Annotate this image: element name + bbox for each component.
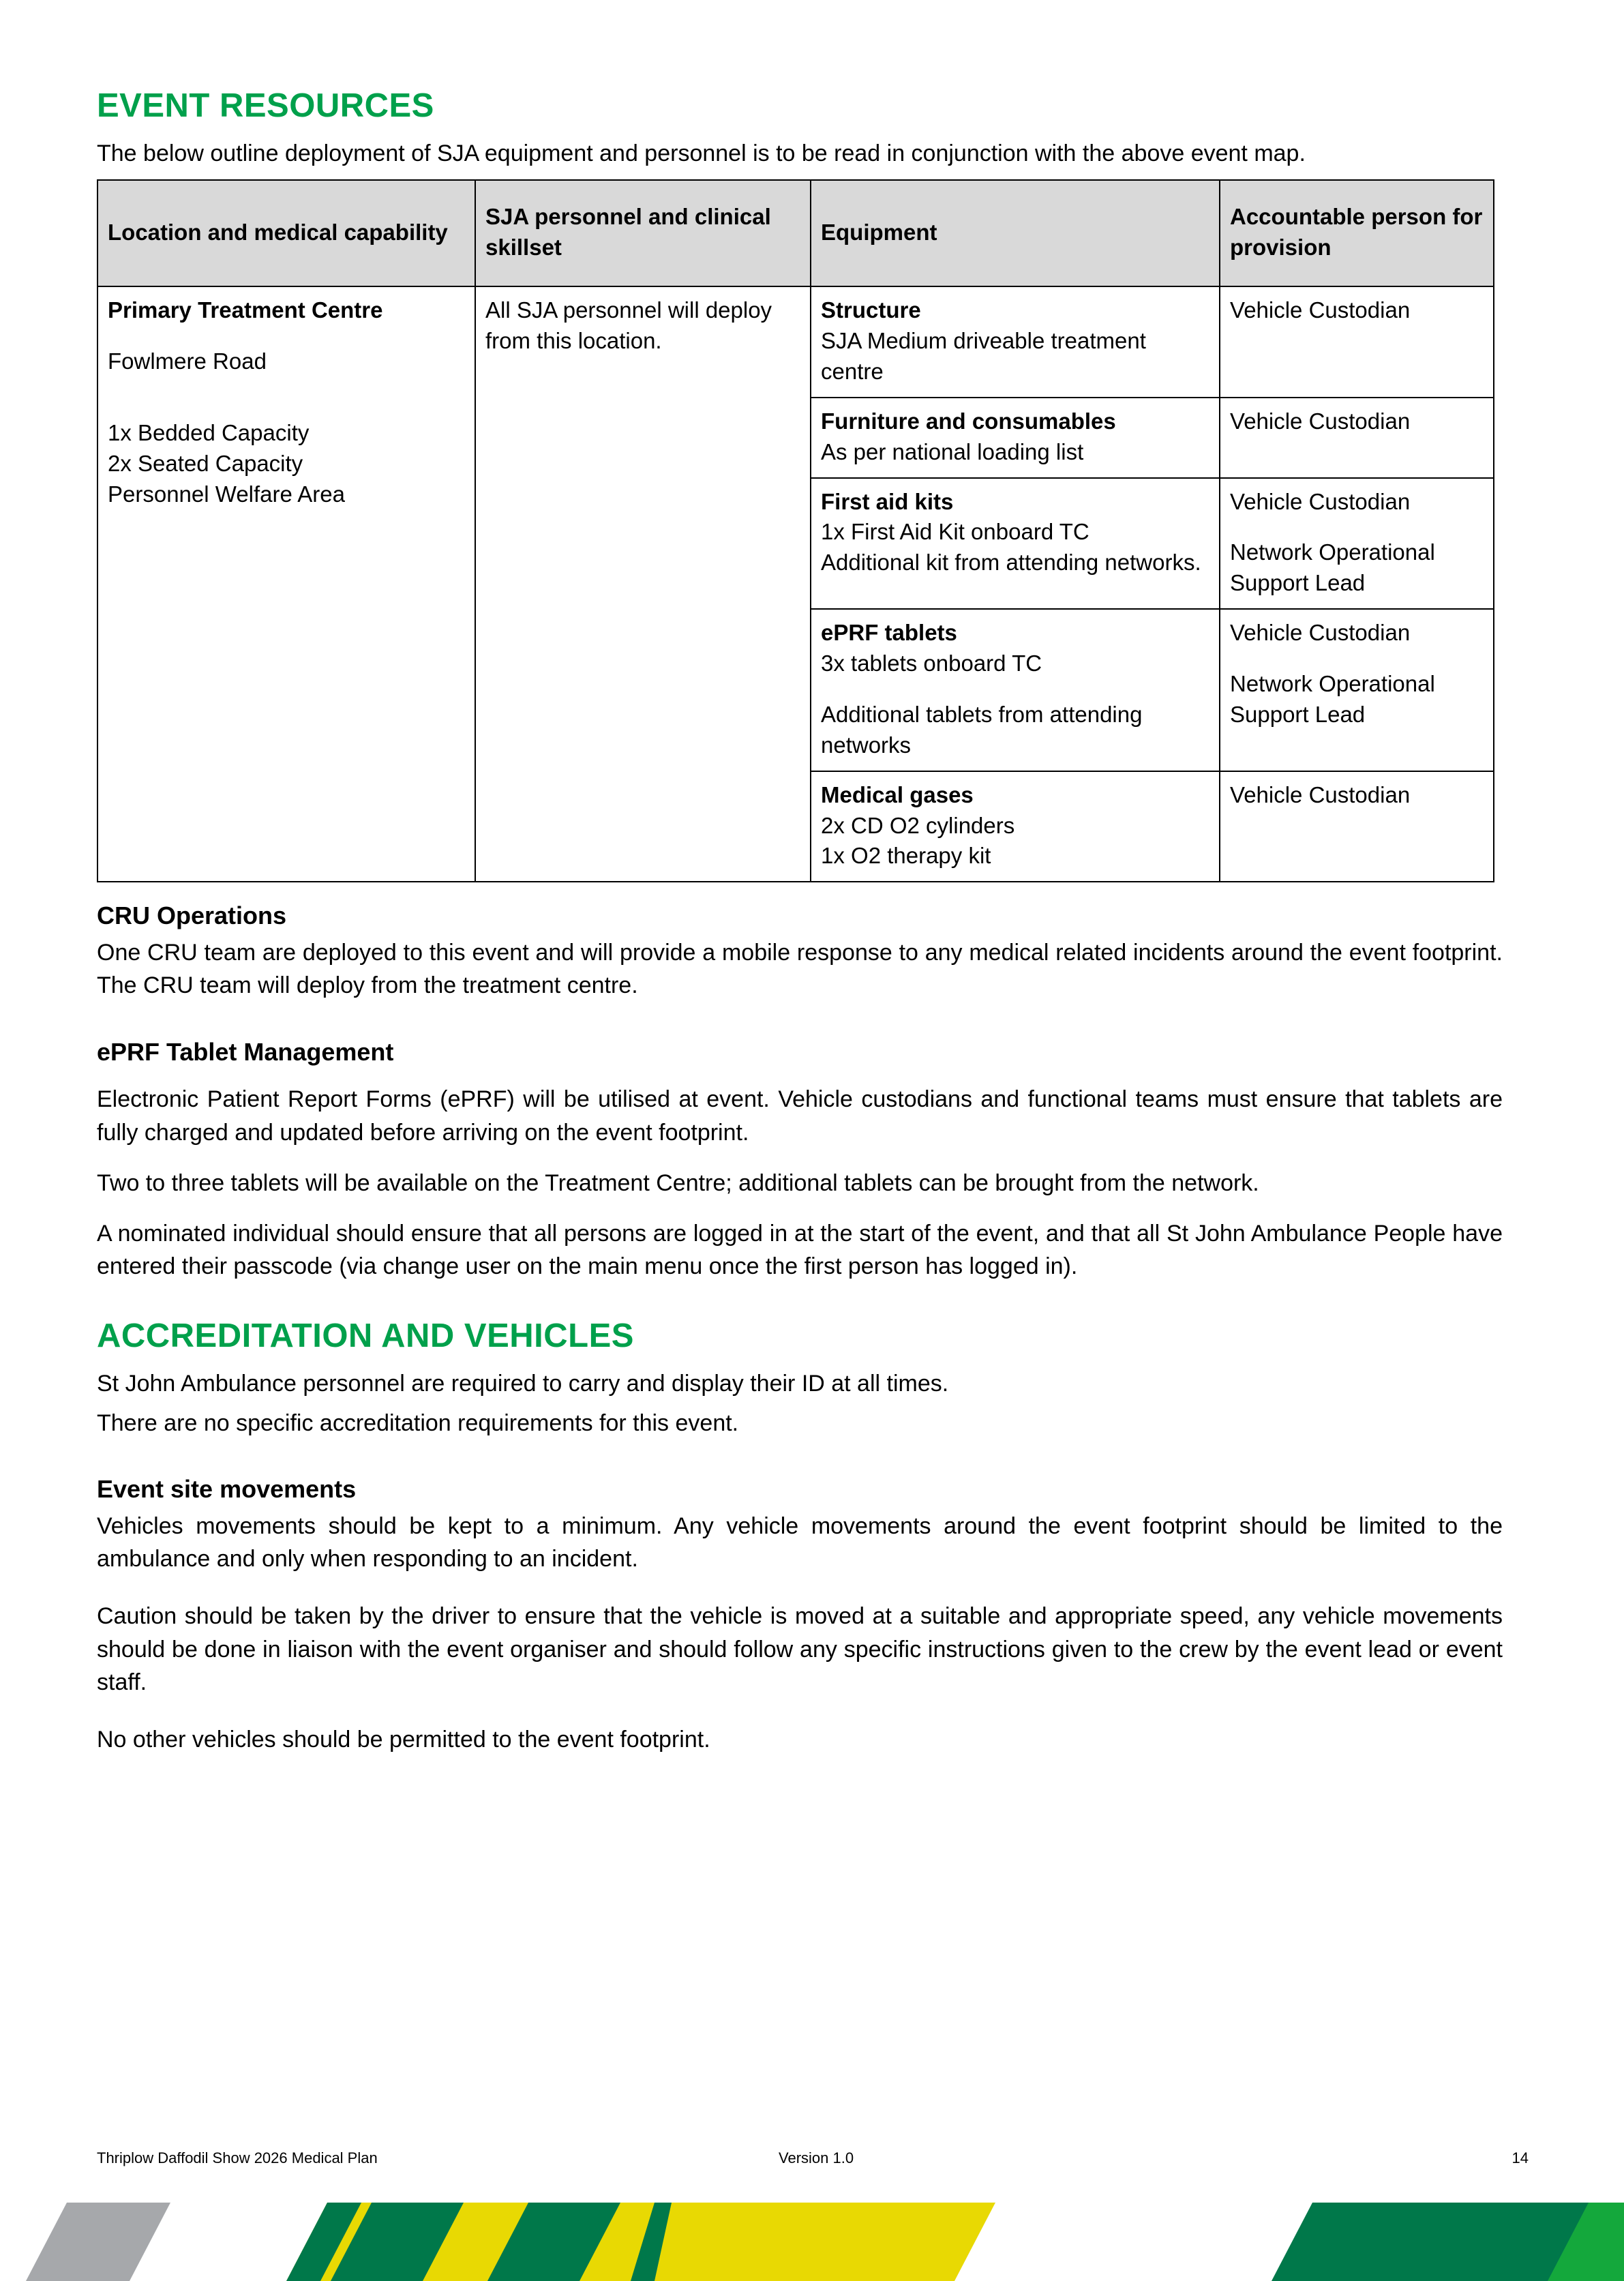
location-capacity-seated: 2x Seated Capacity: [108, 450, 303, 476]
equipment-detail-extra: Additional kit from attending networks.: [821, 550, 1201, 576]
spacer: [97, 1446, 1503, 1474]
cell-equipment-eprf-tablets: [811, 609, 1220, 771]
cell-accountable-structure: [1220, 286, 1494, 398]
equipment-detail: 3x tablets onboard TC: [821, 651, 1042, 676]
cell-personnel-skillset: All SJA personnel will deploy from this location.: [475, 286, 811, 882]
equipment-detail-extra: Additional tablets from attending networks: [821, 701, 1143, 758]
page-content: [97, 87, 1503, 1763]
cru-operations-paragraph: One CRU team are deployed to this event and will provide a mobile response to any medical related incidents around the event footprint. The CRU team will deploy from the treatment centre.: [97, 940, 1503, 999]
spacer: [97, 1290, 1503, 1317]
column-header-accountable: Accountable person for provision: [1220, 180, 1494, 286]
spacer: [108, 398, 465, 418]
equipment-detail-extra: 1x O2 therapy kit: [821, 843, 991, 869]
footer-version: Version 1.0: [779, 2149, 854, 2166]
location-title: Primary Treatment Centre: [108, 297, 383, 323]
location-address: Fowlmere Road: [108, 348, 267, 374]
accreditation-line-2: There are no specific accreditation requirements for this event.: [97, 1410, 739, 1436]
equipment-detail: SJA Medium driveable treatment centre: [821, 328, 1146, 384]
eprf-paragraph-3: A nominated individual should ensure that all persons are logged in at the start of the event, and that all St John Ambulance People have entered their passcode (via change user on the main menu once the first person has logged in).: [97, 1221, 1503, 1280]
spacer: [821, 679, 1209, 700]
column-header-location: Location and medical capability: [97, 180, 475, 286]
cell-equipment-structure: [811, 286, 1220, 398]
cell-accountable-eprf-tablets: [1220, 609, 1494, 771]
footer-decorative-graphic: [0, 2203, 1624, 2281]
column-header-equipment: Equipment: [811, 180, 1220, 286]
spacer: [1230, 648, 1484, 669]
page-title-accreditation-and-vehicles: ACCREDITATION AND VEHICLES: [97, 1317, 634, 1354]
accountable-person: Vehicle Custodian: [1230, 620, 1411, 646]
spacer: [108, 377, 465, 398]
spacer: [97, 1072, 1503, 1083]
location-welfare-area: Personnel Welfare Area: [108, 481, 345, 507]
equipment-title: Structure: [821, 297, 921, 323]
footer-document-title: Thriplow Daffodil Show 2026 Medical Plan: [97, 2149, 378, 2166]
column-header-personnel: SJA personnel and clinical skillset: [475, 180, 811, 286]
site-movements-paragraph-1: Vehicles movements should be kept to a minimum. Any vehicle movements around the event footprint should be limited to the ambulance and only when responding to an incident.: [97, 1512, 1503, 1572]
cell-accountable-furniture: [1220, 398, 1494, 478]
accountable-person: Vehicle Custodian: [1230, 488, 1411, 514]
spacer: [97, 1206, 1503, 1217]
cell-accountable-medical-gases: [1220, 771, 1494, 882]
accountable-person: Vehicle Custodian: [1230, 781, 1411, 807]
accountable-person-secondary: Network Operational Support Lead: [1230, 671, 1435, 727]
heading-eprf-tablet-management: ePRF Tablet Management: [97, 1037, 394, 1066]
spacer: [97, 1156, 1503, 1167]
spacer: [97, 882, 1503, 900]
equipment-title: First aid kits: [821, 488, 954, 514]
equipment-title: ePRF tablets: [821, 620, 957, 646]
spacer: [97, 1582, 1503, 1600]
cell-equipment-medical-gases: [811, 771, 1220, 882]
site-movements-paragraph-3: No other vehicles should be permitted to the event footprint.: [97, 1727, 710, 1753]
spacer: [1230, 517, 1484, 537]
footer-page-number: 14: [1512, 2149, 1529, 2166]
equipment-title: Medical gases: [821, 781, 974, 807]
brand-stripes-graphic: [0, 2203, 1624, 2281]
event-resources-intro: The below outline deployment of SJA equipment and personnel is to be read in conjunction with the above event map.: [97, 140, 1306, 166]
cell-equipment-furniture: [811, 398, 1220, 478]
equipment-detail: 1x First Aid Kit onboard TC: [821, 519, 1089, 545]
eprf-paragraph-2: Two to three tablets will be available on the Treatment Centre; additional tablets can be brought from the network.: [97, 1169, 1259, 1196]
cell-accountable-first-aid-kits: [1220, 478, 1494, 610]
equipment-detail: As per national loading list: [821, 438, 1084, 464]
location-capacity-bedded: 1x Bedded Capacity: [108, 419, 310, 445]
heading-event-site-movements: Event site movements: [97, 1475, 357, 1504]
event-resources-table: [97, 179, 1494, 882]
accountable-person: Vehicle Custodian: [1230, 408, 1411, 434]
gray-parallelogram: [26, 2203, 170, 2281]
equipment-detail: 2x CD O2 cylinders: [821, 812, 1015, 838]
spacer: [97, 1009, 1503, 1037]
accountable-person-secondary: Network Operational Support Lead: [1230, 539, 1435, 596]
heading-cru-operations: CRU Operations: [97, 901, 287, 930]
eprf-paragraph-1: Electronic Patient Report Forms (ePRF) will be utilised at event. Vehicle custodians and functional teams must ensure that tablets are fully charged and updated before arriving on the event footprint.: [97, 1086, 1503, 1146]
spacer: [97, 1705, 1503, 1723]
cell-equipment-first-aid-kits: [811, 478, 1220, 610]
accountable-person: Vehicle Custodian: [1230, 297, 1411, 323]
site-movements-paragraph-2: Caution should be taken by the driver to ensure that the vehicle is moved at a suitable and appropriate speed, any vehicle movements should be done in liaison with the event organiser and should follow any specific instructions given to the crew by the event lead or event staff.: [97, 1603, 1503, 1695]
accreditation-line-1: St John Ambulance personnel are required to carry and display their ID at all times.: [97, 1370, 949, 1397]
page-title-event-resources: EVENT RESOURCES: [97, 87, 434, 124]
table-row: [97, 286, 1494, 398]
table-header-row: [97, 180, 1494, 286]
cell-location-capability: [97, 286, 475, 882]
equipment-title: Furniture and consumables: [821, 408, 1116, 434]
spacer: [108, 326, 465, 346]
